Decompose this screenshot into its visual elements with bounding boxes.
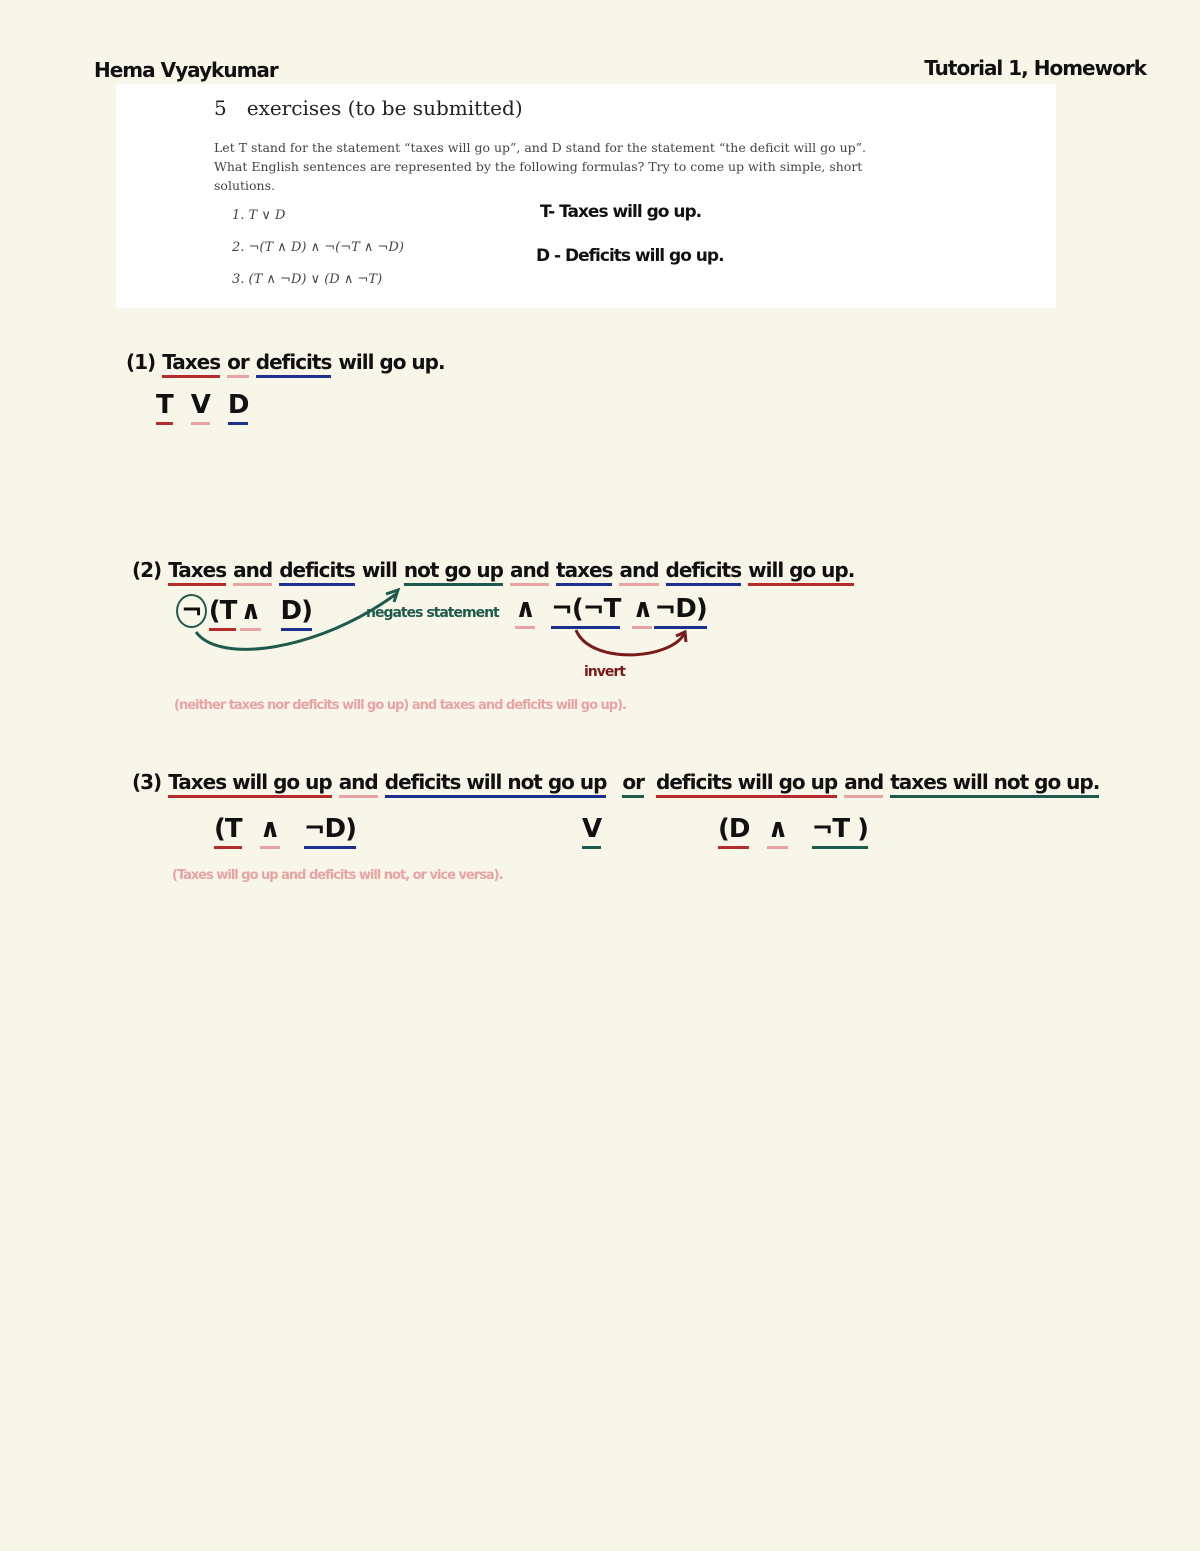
answer-label: (3)	[132, 770, 162, 794]
exercise-number: 5	[214, 96, 227, 120]
word: will go up.	[748, 558, 854, 586]
word: deficits	[279, 558, 355, 586]
word: and	[844, 770, 883, 798]
word: and	[339, 770, 378, 798]
word: or	[622, 770, 644, 798]
symbol: ¬D)	[654, 594, 706, 629]
answer-2-note: (neither taxes nor deficits will go up) and taxes and deficits will go up).	[174, 698, 626, 713]
word: and	[510, 558, 549, 586]
negates-arrow	[196, 594, 396, 649]
symbol: (T	[209, 596, 237, 631]
word: deficits will go up	[656, 770, 837, 798]
negates-annotation: negates statement	[366, 605, 499, 621]
word: Taxes	[168, 558, 226, 586]
formula-2: 2. ¬(T ∧ D) ∧ ¬(¬T ∧ ¬D)	[232, 240, 404, 255]
symbol: T	[156, 390, 173, 425]
symbol: V	[582, 814, 601, 849]
invert-arrow	[576, 630, 684, 655]
symbol: D	[228, 390, 249, 425]
invert-annotation: invert	[584, 664, 625, 680]
symbol: (T	[214, 814, 242, 849]
symbol: (D	[718, 814, 749, 849]
author-name: Hema Vyaykumar	[94, 58, 278, 82]
symbol: ¬(¬T	[551, 594, 620, 629]
exercise-prompt: Let T stand for the statement “taxes will go up”, and D stand for the statement “the deficit will go up”. What English sentences are represented by the following formulas? Try to come up with simple, short solutions.	[214, 140, 867, 193]
definition-t: T- Taxes will go up.	[540, 202, 702, 222]
document-title: Tutorial 1, Homework	[924, 56, 1146, 80]
word: taxes will not go up.	[890, 770, 1099, 798]
word: not go up	[404, 558, 503, 586]
answer-3-note: (Taxes will go up and deficits will not, or vice versa).	[172, 868, 503, 883]
word: taxes	[556, 558, 612, 586]
symbol: D)	[281, 596, 312, 631]
word: Taxes will go up	[168, 770, 331, 798]
word: and	[233, 558, 272, 586]
formula-3: 3. (T ∧ ¬D) ∨ (D ∧ ¬T)	[232, 272, 383, 287]
symbol: ∧	[260, 814, 280, 849]
symbol: ¬D)	[304, 814, 356, 849]
definition-d: D - Deficits will go up.	[536, 246, 724, 266]
answer-label: (2)	[132, 558, 162, 582]
word: deficits will not go up	[385, 770, 607, 798]
negation-symbol: ¬	[176, 594, 207, 628]
symbol: ∧	[240, 596, 260, 631]
answer-label: (1)	[126, 350, 156, 374]
symbol: ∧	[632, 594, 652, 629]
word: and	[619, 558, 658, 586]
symbol: ∧	[515, 594, 535, 629]
symbol: ∧	[767, 814, 787, 849]
symbol: ¬T )	[812, 814, 868, 849]
symbol: V	[191, 390, 210, 425]
word: deficits	[256, 350, 332, 378]
word: Taxes	[162, 350, 220, 378]
exercise-title: exercises (to be submitted)	[246, 96, 523, 120]
word: or	[227, 350, 249, 378]
formula-1: 1. T ∨ D	[232, 208, 286, 223]
word: deficits	[666, 558, 742, 586]
word: will go up.	[338, 350, 445, 374]
word: will	[361, 558, 397, 582]
